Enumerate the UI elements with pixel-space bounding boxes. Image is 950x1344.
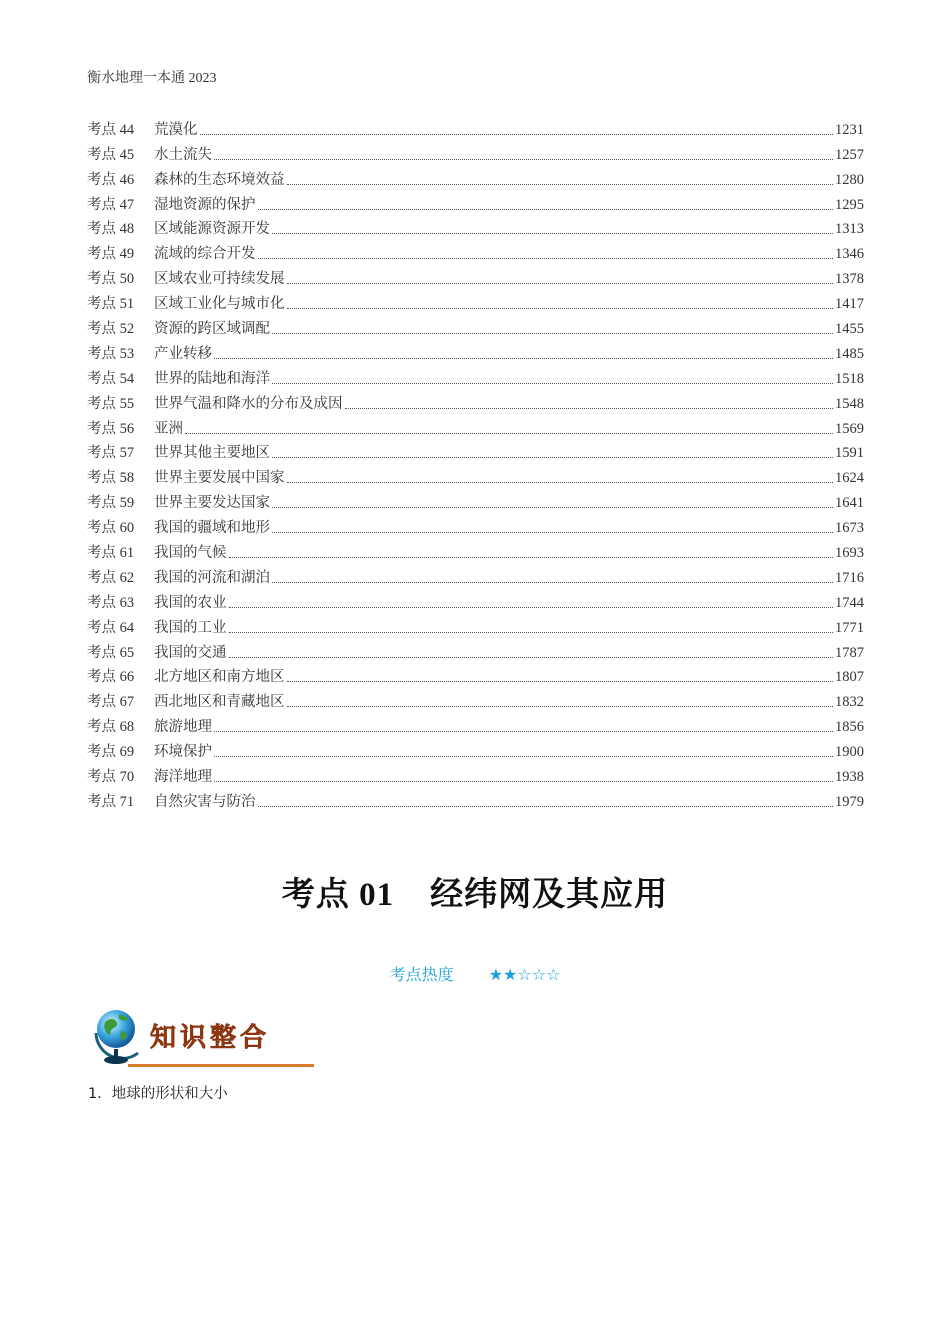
- toc-entry-number: 考点 71: [87, 793, 135, 810]
- toc-dot-leader: [214, 780, 833, 782]
- toc-dot-leader: [287, 481, 834, 483]
- subheading: 1．地球的形状和大小: [88, 1086, 228, 1102]
- toc-entry-number: 考点 48: [87, 221, 135, 238]
- toc-dot-leader: [287, 307, 834, 309]
- toc-entry-title: 环境保护: [154, 744, 212, 761]
- toc-entry[interactable]: [87, 612, 864, 637]
- toc-dot-leader: [272, 531, 833, 533]
- toc-dot-leader: [272, 332, 833, 334]
- toc-entry-title: 我国的工业: [154, 619, 227, 636]
- toc-entry[interactable]: [87, 462, 864, 487]
- toc-entry-title: 亚洲: [154, 420, 183, 437]
- toc-dot-leader: [272, 232, 833, 234]
- toc-entry-number: 考点 68: [87, 719, 135, 736]
- toc-entry-title: 我国的农业: [154, 594, 227, 611]
- toc-dot-leader: [229, 656, 834, 658]
- toc-entry-page: 1313: [835, 221, 864, 238]
- toc-entry-number: 考点 63: [87, 594, 135, 611]
- toc-dot-leader: [185, 432, 833, 434]
- toc-entry-title: 世界气温和降水的分布及成因: [154, 395, 343, 412]
- toc-entry-page: 1378: [835, 271, 864, 288]
- toc-entry-number: 考点 54: [87, 370, 135, 387]
- toc-entry[interactable]: [87, 487, 864, 512]
- toc-entry-page: 1485: [835, 345, 864, 362]
- toc-entry-page: 1591: [835, 445, 864, 462]
- toc-entry[interactable]: [87, 761, 864, 786]
- toc-entry-title: 我国的河流和湖泊: [154, 569, 270, 586]
- toc-entry[interactable]: [87, 438, 864, 463]
- toc-entry-page: 1295: [835, 196, 864, 213]
- toc-entry[interactable]: [87, 164, 864, 189]
- toc-entry[interactable]: [87, 263, 864, 288]
- toc-entry-page: 1979: [835, 793, 864, 810]
- heat-label: 考点热度: [389, 965, 454, 984]
- toc-entry[interactable]: [87, 413, 864, 438]
- toc-entry-title: 区域能源资源开发: [154, 221, 270, 238]
- toc-entry-page: 1900: [835, 744, 864, 761]
- toc-entry-title: 区域工业化与城市化: [154, 296, 285, 313]
- toc-entry[interactable]: [87, 363, 864, 388]
- toc-entry-page: 1771: [835, 619, 864, 636]
- toc-dot-leader: [272, 382, 833, 384]
- toc-dot-leader: [258, 805, 834, 807]
- toc-dot-leader: [229, 631, 834, 633]
- section-name: 经纬网及其应用: [430, 877, 669, 913]
- toc-entry-number: 考点 58: [87, 470, 135, 487]
- toc-entry-number: 考点 44: [87, 121, 135, 138]
- toc-entry-number: 考点 66: [87, 669, 135, 686]
- toc-dot-leader: [229, 606, 834, 608]
- toc-dot-leader: [214, 755, 833, 757]
- toc-dot-leader: [287, 705, 834, 707]
- toc-dot-leader: [272, 456, 833, 458]
- toc-entry-number: 考点 45: [87, 146, 135, 163]
- toc-entry-title: 西北地区和青藏地区: [154, 694, 285, 711]
- banner-underline: [128, 1064, 314, 1067]
- toc-entry-page: 1346: [835, 246, 864, 263]
- toc-entry-title: 自然灾害与防治: [154, 793, 256, 810]
- toc-entry-title: 世界其他主要地区: [154, 445, 270, 462]
- toc-entry-page: 1693: [835, 545, 864, 562]
- toc-entry-page: 1280: [835, 171, 864, 188]
- toc-entry-title: 海洋地理: [154, 769, 212, 786]
- toc-entry-title: 森林的生态环境效益: [154, 171, 285, 188]
- toc-entry[interactable]: [87, 786, 864, 811]
- toc-dot-leader: [345, 407, 834, 409]
- banner-title: 知识整合: [150, 1023, 271, 1053]
- toc-dot-leader: [229, 556, 834, 558]
- toc-entry-number: 考点 56: [87, 420, 135, 437]
- toc-entry-page: 1455: [835, 321, 864, 338]
- toc-entry-number: 考点 59: [87, 495, 135, 512]
- toc-entry-number: 考点 50: [87, 271, 135, 288]
- running-header: 衡水地理一本通 2023: [87, 71, 217, 86]
- toc-dot-leader: [214, 357, 833, 359]
- toc-dot-leader: [272, 506, 833, 508]
- toc-dot-leader: [287, 680, 834, 682]
- heat-rating: [0, 962, 950, 985]
- toc-entry-number: 考点 60: [87, 520, 135, 537]
- toc-entry[interactable]: [87, 711, 864, 736]
- toc-entry[interactable]: [87, 238, 864, 263]
- toc-entry-title: 水土流失: [154, 146, 212, 163]
- toc-entry-title: 流域的综合开发: [154, 246, 256, 263]
- toc-entry-page: 1807: [835, 669, 864, 686]
- toc-entry-number: 考点 65: [87, 644, 135, 661]
- toc-entry-number: 考点 51: [87, 296, 135, 313]
- toc-entry-page: 1716: [835, 569, 864, 586]
- toc-entry-page: 1518: [835, 370, 864, 387]
- toc-dot-leader: [258, 257, 834, 259]
- heat-stars: ★★☆☆☆: [488, 965, 561, 984]
- toc-entry[interactable]: [87, 288, 864, 313]
- toc-entry[interactable]: [87, 637, 864, 662]
- toc-entry-page: 1673: [835, 520, 864, 537]
- toc-entry[interactable]: [87, 338, 864, 363]
- toc-entry-number: 考点 67: [87, 694, 135, 711]
- toc-entry-number: 考点 70: [87, 769, 135, 786]
- table-of-contents: [87, 114, 864, 811]
- toc-entry-page: 1417: [835, 296, 864, 313]
- toc-dot-leader: [214, 158, 833, 160]
- toc-entry-title: 区域农业可持续发展: [154, 271, 285, 288]
- toc-entry-number: 考点 46: [87, 171, 135, 188]
- toc-dot-leader: [214, 730, 833, 732]
- toc-entry[interactable]: [87, 114, 864, 139]
- toc-entry-number: 考点 64: [87, 619, 135, 636]
- toc-entry-page: 1257: [835, 146, 864, 163]
- toc-dot-leader: [258, 208, 834, 210]
- toc-entry-page: 1744: [835, 594, 864, 611]
- toc-entry[interactable]: [87, 686, 864, 711]
- toc-dot-leader: [272, 581, 833, 583]
- globe-icon: [88, 1003, 158, 1069]
- toc-entry[interactable]: [87, 587, 864, 612]
- toc-entry-number: 考点 57: [87, 445, 135, 462]
- toc-entry-title: 世界的陆地和海洋: [154, 370, 270, 387]
- toc-entry-number: 考点 47: [87, 196, 135, 213]
- toc-entry-page: 1832: [835, 694, 864, 711]
- toc-dot-leader: [287, 183, 834, 185]
- section-number: 考点 01: [281, 877, 395, 913]
- knowledge-banner: [88, 1003, 316, 1069]
- toc-entry[interactable]: [87, 562, 864, 587]
- toc-entry-page: 1548: [835, 395, 864, 412]
- toc-entry-title: 世界主要发达国家: [154, 495, 270, 512]
- toc-entry-number: 考点 69: [87, 744, 135, 761]
- toc-entry-title: 旅游地理: [154, 719, 212, 736]
- section-title: [0, 868, 950, 915]
- toc-entry-page: 1231: [835, 121, 864, 138]
- toc-entry-title: 北方地区和南方地区: [154, 669, 285, 686]
- toc-entry-number: 考点 55: [87, 395, 135, 412]
- toc-entry-title: 荒漠化: [154, 121, 198, 138]
- toc-entry-page: 1787: [835, 644, 864, 661]
- toc-entry-page: 1856: [835, 719, 864, 736]
- toc-entry[interactable]: [87, 189, 864, 214]
- toc-entry-page: 1938: [835, 769, 864, 786]
- toc-entry-number: 考点 53: [87, 345, 135, 362]
- toc-entry-page: 1569: [835, 420, 864, 437]
- toc-entry-number: 考点 49: [87, 246, 135, 263]
- toc-entry-title: 资源的跨区域调配: [154, 321, 270, 338]
- toc-entry-title: 世界主要发展中国家: [154, 470, 285, 487]
- toc-entry[interactable]: [87, 512, 864, 537]
- toc-dot-leader: [287, 282, 834, 284]
- toc-entry-title: 湿地资源的保护: [154, 196, 256, 213]
- toc-entry-page: 1624: [835, 470, 864, 487]
- toc-entry[interactable]: [87, 736, 864, 761]
- toc-entry-title: 我国的气候: [154, 545, 227, 562]
- toc-entry[interactable]: [87, 139, 864, 164]
- toc-entry-title: 我国的疆域和地形: [154, 520, 270, 537]
- toc-entry-title: 产业转移: [154, 345, 212, 362]
- toc-entry[interactable]: [87, 388, 864, 413]
- toc-entry[interactable]: [87, 214, 864, 239]
- toc-entry[interactable]: [87, 537, 864, 562]
- toc-entry[interactable]: [87, 313, 864, 338]
- toc-entry-page: 1641: [835, 495, 864, 512]
- toc-entry-number: 考点 52: [87, 321, 135, 338]
- toc-entry-number: 考点 62: [87, 569, 135, 586]
- toc-dot-leader: [200, 133, 834, 135]
- toc-entry-title: 我国的交通: [154, 644, 227, 661]
- toc-entry[interactable]: [87, 662, 864, 687]
- toc-entry-number: 考点 61: [87, 545, 135, 562]
